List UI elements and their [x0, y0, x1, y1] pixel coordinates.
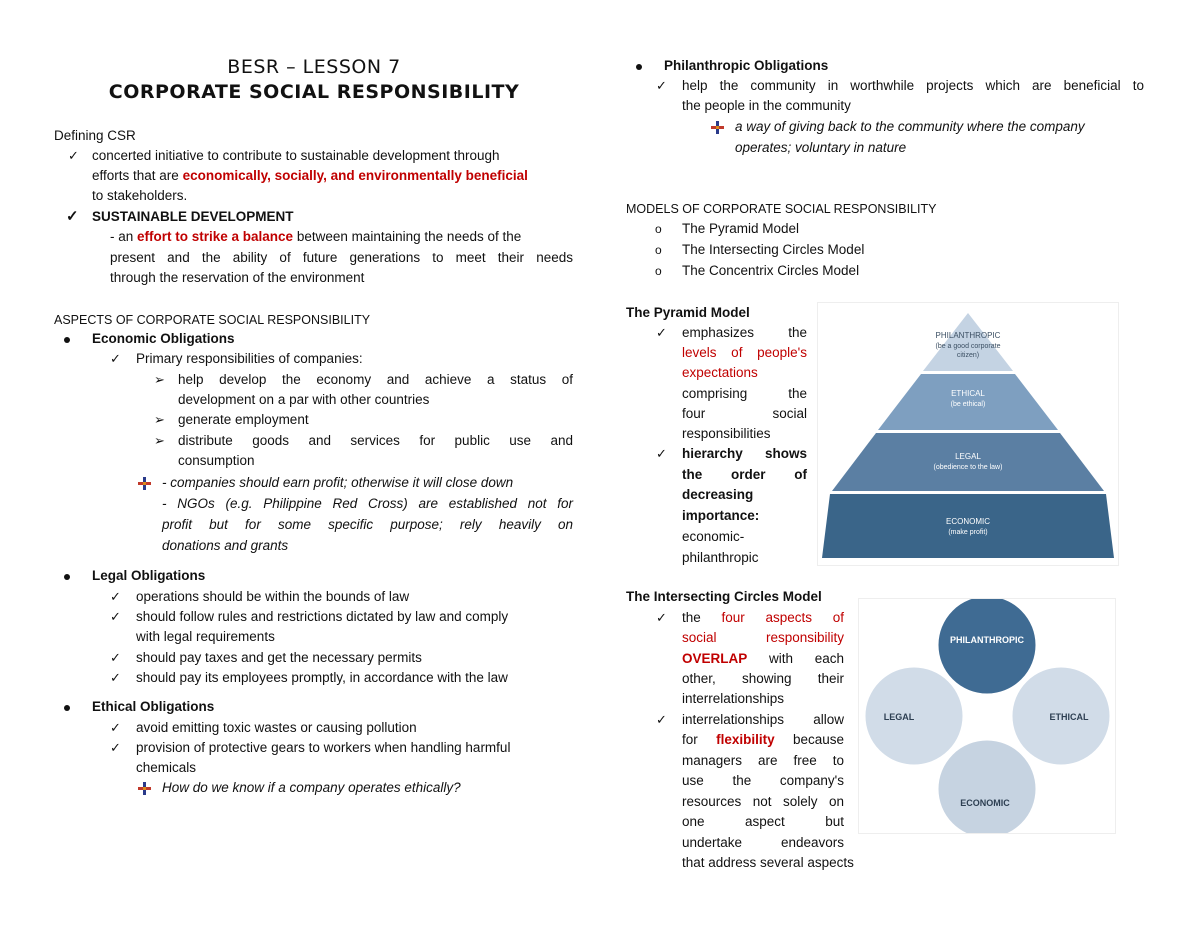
check-icon: ✓: [656, 712, 667, 727]
legal-item2-a: should follow rules and restrictions dictated by law and comply: [136, 609, 509, 624]
pyramid-level-philanthropic: [923, 313, 1013, 371]
title-lesson: BESR – LESSON 7: [227, 56, 401, 78]
pyr-t9: decreasing: [682, 487, 754, 502]
pyr-t6: responsibilities: [682, 426, 771, 441]
check-icon: ✓: [656, 78, 667, 93]
model-item-1: The Pyramid Model: [682, 221, 800, 236]
pyramid-diagram: [817, 302, 1119, 566]
check-icon: ✓: [656, 610, 667, 625]
econ-note-3: profit but for some specific purpose; rely heavily on: [162, 517, 573, 532]
econ-item3-a: distribute goods and services for public use and: [178, 433, 573, 448]
check-icon: ✓: [110, 670, 121, 685]
defining-item1-b: efforts that are economically, socially, and environmentally beneficial: [92, 168, 528, 183]
primary-resp: Primary responsibilities of companies:: [136, 351, 363, 366]
legal-item3: should pay taxes and get the necessary permits: [136, 650, 422, 665]
circ-t6: interrelationships allow: [682, 712, 844, 727]
check-icon: ✓: [110, 720, 121, 735]
pyr-label-3b: (obedience to the law): [933, 464, 1003, 471]
phil-item1-b: the people in the community: [682, 98, 851, 113]
ethical-item2-b: chemicals: [136, 760, 197, 775]
circle-label-legal: LEGAL: [883, 712, 915, 722]
pyramid-level-legal: [832, 433, 1104, 491]
pyr-t3: expectations: [682, 365, 758, 380]
pyr-label-1a: PHILANTHROPIC: [935, 331, 1001, 340]
circ-t11: one aspect but: [682, 814, 844, 829]
pyr-t8: the order of: [682, 467, 807, 482]
defining-item1-c: to stakeholders.: [92, 188, 188, 203]
circ-t3: OVERLAP with each: [682, 651, 844, 666]
circle-label-ethical: ETHICAL: [1049, 712, 1089, 722]
aspects-heading: ASPECTS OF CORPORATE SOCIAL RESPONSIBILITY: [54, 313, 371, 327]
econ-item1-a: help develop the economy and achieve a status of: [178, 372, 573, 387]
pyr-t1: emphasizes the: [682, 325, 807, 340]
sd-line-1: - an effort to strike a balance between maintaining the needs of the: [110, 229, 522, 244]
plus-icon: [138, 477, 151, 490]
check-icon: ✓: [66, 208, 79, 225]
check-icon: ✓: [110, 351, 121, 366]
circle-label-economic: ECONOMIC: [960, 798, 1010, 808]
pyr-label-4a: ECONOMIC: [946, 517, 990, 526]
pyr-t2: levels of people's: [682, 345, 807, 360]
ethical-item2-a: provision of protective gears to workers when handling harmful: [136, 740, 511, 755]
check-icon: ✓: [656, 325, 667, 340]
circ-t2: social responsibility: [682, 630, 844, 645]
circ-t4: other, showing their: [682, 671, 844, 686]
econ-note-1: - companies should earn profit; otherwise it will close down: [162, 475, 514, 490]
model-item-3: The Concentrix Circles Model: [682, 263, 860, 278]
circle-bullet-icon: o: [655, 243, 662, 257]
check-icon: ✓: [110, 609, 121, 624]
models-heading: MODELS OF CORPORATE SOCIAL RESPONSIBILITY: [626, 202, 937, 216]
plus-icon: [711, 121, 724, 134]
pyramid-heading: The Pyramid Model: [626, 305, 750, 320]
circ-t5: interrelationships: [682, 691, 785, 706]
sd-line-2: present and the ability of future generations to meet their needs: [110, 250, 573, 265]
check-icon: ✓: [110, 650, 121, 665]
pyr-label-2b: (be ethical): [950, 401, 986, 408]
sd-line-3: through the reservation of the environment: [110, 270, 365, 285]
arrow-icon: ➢: [154, 372, 165, 387]
econ-item3-b: consumption: [178, 453, 255, 468]
circles-heading: The Intersecting Circles Model: [626, 589, 822, 604]
circ-t13: that address several aspects: [682, 855, 854, 870]
bullet-icon: [64, 705, 70, 711]
circ-t1: the four aspects of: [682, 610, 844, 625]
phil-note-1: a way of giving back to the community where the company: [735, 119, 1085, 134]
defining-item1-a: concerted initiative to contribute to sustainable development through: [92, 148, 500, 163]
legal-heading: Legal Obligations: [92, 568, 206, 583]
circle-label-philanthropic: PHILANTHROPIC: [950, 635, 1024, 645]
ethical-item1: avoid emitting toxic wastes or causing pollution: [136, 720, 417, 735]
circ-t9: use the company's: [682, 773, 844, 788]
pyr-t5: four social: [682, 406, 807, 421]
econ-item1-b: development on a par with other countries: [178, 392, 430, 407]
pyr-t11: economic-: [682, 529, 745, 544]
legal-item4: should pay its employees promptly, in accordance with the law: [136, 670, 508, 685]
phil-note-2: operates; voluntary in nature: [735, 140, 907, 155]
econ-item2: generate employment: [178, 412, 309, 427]
phil-item1-a: help the community in worthwhile projects which are beneficial to: [682, 78, 1144, 93]
check-icon: ✓: [110, 740, 121, 755]
defining-heading: Defining CSR: [54, 128, 136, 143]
legal-item2-b: with legal requirements: [136, 629, 275, 644]
pyr-t7: hierarchy shows: [682, 446, 807, 461]
check-icon: ✓: [656, 446, 667, 461]
pyr-label-4b: (make profit): [948, 529, 988, 536]
bullet-icon: [636, 64, 642, 70]
econ-note-2: - NGOs (e.g. Philippine Red Cross) are established not for: [162, 496, 573, 511]
pyr-t10: importance:: [682, 508, 760, 523]
model-item-2: The Intersecting Circles Model: [682, 242, 865, 257]
plus-icon: [138, 782, 151, 795]
econ-note-4: donations and grants: [162, 538, 289, 553]
circ-t12: undertake endeavors: [682, 835, 844, 850]
economic-heading: Economic Obligations: [92, 331, 235, 346]
philanthropic-heading: Philanthropic Obligations: [664, 58, 829, 73]
ethical-question: How do we know if a company operates ethically?: [162, 780, 461, 795]
circ-t7: for flexibility because: [682, 732, 844, 747]
arrow-icon: ➢: [154, 433, 165, 448]
bullet-icon: [64, 337, 70, 343]
pyr-label-2a: ETHICAL: [951, 389, 985, 398]
legal-item1: operations should be within the bounds of law: [136, 589, 410, 604]
title-csr: CORPORATE SOCIAL RESPONSIBILITY: [108, 81, 520, 103]
check-icon: ✓: [110, 589, 121, 604]
pyr-label-1b: (be a good corporate: [935, 343, 1001, 350]
pyr-t4: comprising the: [682, 386, 807, 401]
check-icon: ✓: [68, 148, 79, 163]
circ-t10: resources not solely on: [682, 794, 844, 809]
bullet-icon: [64, 574, 70, 580]
circ-t8: managers are free to: [682, 753, 844, 768]
sustainable-dev-label: SUSTAINABLE DEVELOPMENT: [92, 209, 294, 224]
pyr-t12: philanthropic: [682, 550, 759, 565]
pyr-label-1c: citizen): [956, 352, 980, 359]
ethical-heading: Ethical Obligations: [92, 699, 215, 714]
arrow-icon: ➢: [154, 412, 165, 427]
intersecting-circles-diagram: [858, 598, 1116, 834]
circle-bullet-icon: o: [655, 264, 662, 278]
pyramid-level-economic: [822, 494, 1114, 558]
circle-bullet-icon: o: [655, 222, 662, 236]
pyr-label-3a: LEGAL: [955, 452, 981, 461]
